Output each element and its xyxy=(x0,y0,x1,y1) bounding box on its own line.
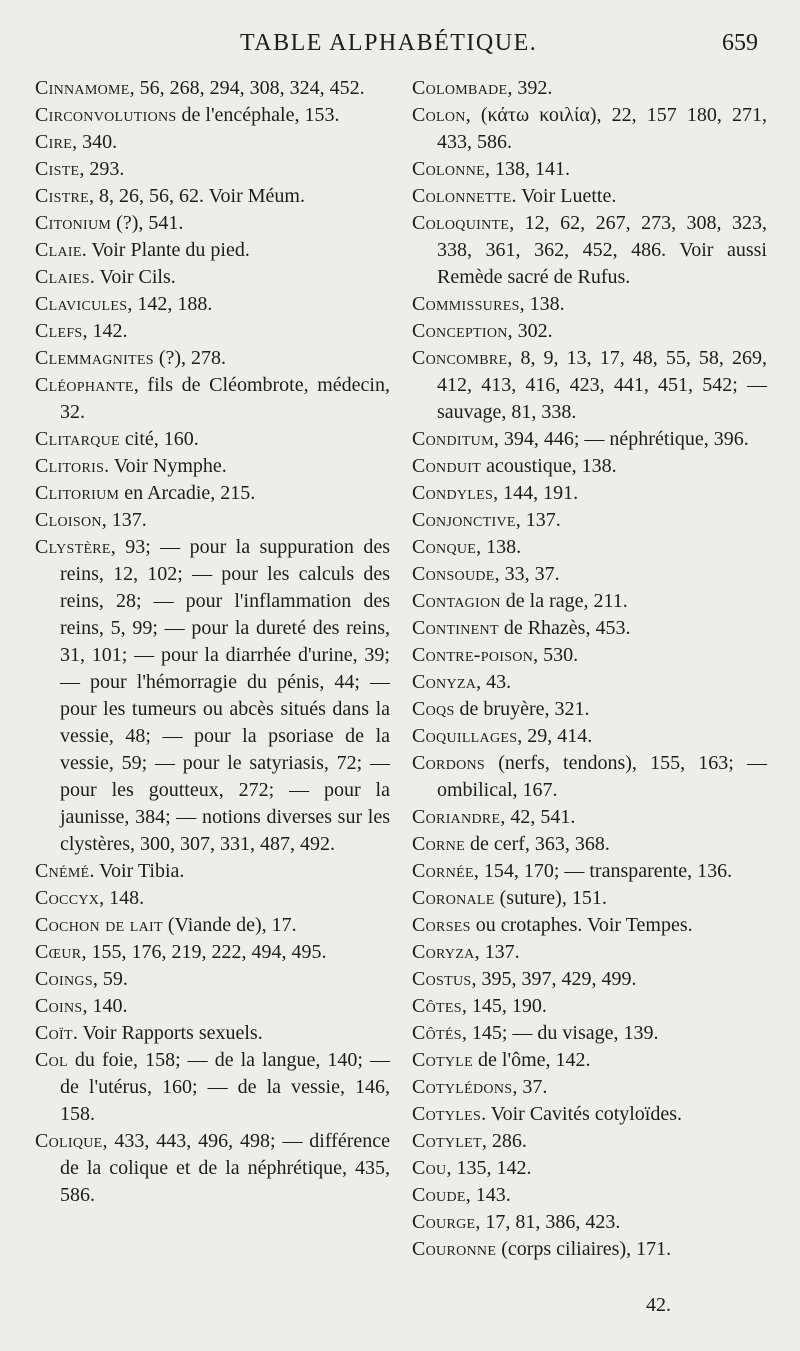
index-term: Conception xyxy=(412,320,508,342)
index-entry xyxy=(35,426,390,453)
index-references: , 59. xyxy=(92,968,128,990)
index-entry xyxy=(35,858,390,885)
index-entry xyxy=(35,480,390,507)
index-term: Couronne xyxy=(412,1238,497,1260)
index-references: . Voir Rapports sexuels. xyxy=(72,1022,263,1044)
index-term: Clitorium xyxy=(35,482,120,504)
index-references: ou crotaphes. Voir Tempes. xyxy=(470,914,693,936)
index-references: , 148. xyxy=(99,887,145,909)
index-term: Conyza xyxy=(412,671,477,693)
index-entry xyxy=(412,750,767,804)
index-entry xyxy=(412,993,767,1020)
index-term: Commissures xyxy=(412,293,520,315)
index-references: , 43. xyxy=(476,671,512,693)
index-term: Coins xyxy=(35,995,83,1017)
index-entry xyxy=(412,912,767,939)
index-references: , 33, 37. xyxy=(494,563,560,585)
running-title: TABLE ALPHABÉTIQUE. xyxy=(240,30,538,56)
index-term: Colombade xyxy=(412,77,508,99)
index-term: Cnémé xyxy=(35,860,90,882)
index-term: Côtes xyxy=(412,995,462,1017)
index-references: du foie, 158; — de la langue, 140; — de l'utérus, 160; — de la vessie, 146, 158. xyxy=(60,1049,390,1125)
index-term: Costus xyxy=(412,968,472,990)
index-references: cité, 160. xyxy=(119,428,199,450)
index-entry xyxy=(35,534,390,858)
index-term: Coquillages xyxy=(412,725,518,747)
index-term: Consoude xyxy=(412,563,495,585)
index-entry xyxy=(35,1020,390,1047)
index-term: Clitarque xyxy=(35,428,120,450)
page-number: 659 xyxy=(722,30,758,56)
index-references: . Voir Cils. xyxy=(89,266,176,288)
index-entry xyxy=(35,939,390,966)
index-references: , 433, 443, 496, 498; — différence de la colique et de la néphrétique, 435, 586. xyxy=(60,1130,390,1206)
index-entry xyxy=(412,669,767,696)
index-references: , 8, 26, 56, 62. Voir Méum. xyxy=(89,185,305,207)
index-references: , 138. xyxy=(476,536,522,558)
index-references: en Arcadie, 215. xyxy=(119,482,256,504)
index-term: Colique xyxy=(35,1130,103,1152)
index-references: , 138. xyxy=(519,293,565,315)
index-term: Claie xyxy=(35,239,82,261)
index-entry xyxy=(412,1020,767,1047)
index-entry xyxy=(412,696,767,723)
index-term: Clavicules xyxy=(35,293,128,315)
index-entry xyxy=(412,156,767,183)
index-entry xyxy=(35,993,390,1020)
index-term: Cotylédons xyxy=(412,1076,513,1098)
index-term: Clystère xyxy=(35,536,111,558)
index-entry xyxy=(412,507,767,534)
index-references: de l'ôme, 142. xyxy=(473,1049,591,1071)
left-column xyxy=(35,75,390,1209)
index-term: Cloison xyxy=(35,509,102,531)
index-references: de l'encéphale, 153. xyxy=(176,104,340,126)
index-references: acoustique, 138. xyxy=(481,455,617,477)
index-references: , 392. xyxy=(507,77,553,99)
index-references: , 42, 541. xyxy=(500,806,576,828)
index-references: , 293. xyxy=(79,158,125,180)
signature-mark: 42. xyxy=(646,1294,671,1316)
index-entry xyxy=(35,966,390,993)
index-references: , 12, 62, 267, 273, 308, 323, 338, 361, 362, 452, 486. Voir aussi Remède sacré de Rufus. xyxy=(437,212,767,288)
index-term: Coude xyxy=(412,1184,466,1206)
index-references: , fils de Cléombrote, médecin, 32. xyxy=(60,374,390,423)
index-references: , 17, 81, 386, 423. xyxy=(475,1211,621,1233)
index-references: , 143. xyxy=(465,1184,511,1206)
index-term: Ciste xyxy=(35,158,80,180)
index-term: Colonne xyxy=(412,158,485,180)
index-entry xyxy=(412,588,767,615)
index-entry xyxy=(35,102,390,129)
index-term: Coings xyxy=(35,968,93,990)
index-entry xyxy=(412,858,767,885)
index-references: , 154, 170; — transparente, 136. xyxy=(473,860,733,882)
index-entry xyxy=(35,912,390,939)
index-references: , 135, 142. xyxy=(446,1157,532,1179)
right-column xyxy=(412,75,767,1263)
index-references: . Voir Plante du pied. xyxy=(81,239,250,261)
index-entry xyxy=(412,1182,767,1209)
index-entry xyxy=(412,723,767,750)
index-references: , 137. xyxy=(515,509,561,531)
index-references: (suture), 151. xyxy=(494,887,607,909)
index-term: Cou xyxy=(412,1157,447,1179)
index-entry xyxy=(412,804,767,831)
index-references: de la rage, 211. xyxy=(500,590,628,612)
index-entry xyxy=(35,885,390,912)
index-entry xyxy=(412,939,767,966)
index-references: , 530. xyxy=(533,644,579,666)
index-references: , 145, 190. xyxy=(461,995,547,1017)
index-entry xyxy=(35,129,390,156)
index-references: . Voir Cavités cotyloïdes. xyxy=(481,1103,683,1125)
index-term: Cotyle xyxy=(412,1049,474,1071)
index-entry xyxy=(35,453,390,480)
index-term: Cornée xyxy=(412,860,474,882)
index-entry xyxy=(35,345,390,372)
index-entry xyxy=(35,75,390,102)
index-term: Coït xyxy=(35,1022,73,1044)
index-term: Coronale xyxy=(412,887,495,909)
index-entry xyxy=(35,372,390,426)
index-references: . Voir Nymphe. xyxy=(104,455,227,477)
index-references: , 302. xyxy=(507,320,553,342)
index-entry xyxy=(412,885,767,912)
index-entry xyxy=(412,291,767,318)
index-entry xyxy=(35,318,390,345)
index-entry xyxy=(412,966,767,993)
index-entry xyxy=(412,426,767,453)
index-references: , 142, 188. xyxy=(127,293,213,315)
index-term: Cotylet xyxy=(412,1130,482,1152)
index-references: , 140. xyxy=(82,995,128,1017)
index-entry xyxy=(412,453,767,480)
index-term: Corses xyxy=(412,914,471,936)
index-entry xyxy=(412,1209,767,1236)
index-term: Clemmagnites xyxy=(35,347,154,369)
index-term: Col xyxy=(35,1049,68,1071)
index-entry xyxy=(35,237,390,264)
index-term: Coryza xyxy=(412,941,475,963)
index-term: Conditum xyxy=(412,428,494,450)
index-entry xyxy=(412,1074,767,1101)
index-term: Conduit xyxy=(412,455,482,477)
index-references: , 8, 9, 13, 17, 48, 55, 58, 269, 412, 413, 416, 423, 441, 451, 542; — sauvage, 81, 338. xyxy=(437,347,767,423)
index-references: de Rhazès, 453. xyxy=(498,617,631,639)
index-term: Conque xyxy=(412,536,477,558)
index-term: Cotyles xyxy=(412,1103,482,1125)
index-term: Conjonctive xyxy=(412,509,516,531)
index-entry xyxy=(35,264,390,291)
index-term: Coriandre xyxy=(412,806,501,828)
index-term: Corne xyxy=(412,833,465,855)
index-term: Concombre xyxy=(412,347,508,369)
index-entry xyxy=(412,210,767,291)
index-entry xyxy=(412,642,767,669)
index-references: , 286. xyxy=(481,1130,527,1152)
index-references: . Voir Tibia. xyxy=(89,860,185,882)
index-references: (?), 541. xyxy=(111,212,184,234)
index-term: Condyles xyxy=(412,482,494,504)
index-references: . Voir Luette. xyxy=(511,185,617,207)
index-references: de cerf, 363, 368. xyxy=(464,833,610,855)
index-entry xyxy=(412,1155,767,1182)
index-entry xyxy=(412,561,767,588)
index-references: , 137. xyxy=(474,941,520,963)
index-entry xyxy=(412,318,767,345)
index-term: Cléophante xyxy=(35,374,134,396)
index-references: , 56, 268, 294, 308, 324, 452. xyxy=(129,77,365,99)
index-entry xyxy=(412,1047,767,1074)
index-references: , 395, 397, 429, 499. xyxy=(471,968,637,990)
index-references: de bruyère, 321. xyxy=(454,698,590,720)
index-references: , 394, 446; — néphrétique, 396. xyxy=(493,428,749,450)
index-term: Cordons xyxy=(412,752,486,774)
index-entry xyxy=(412,480,767,507)
index-term: Citonium xyxy=(35,212,112,234)
index-term: Cinnamome xyxy=(35,77,130,99)
index-term: Cœur xyxy=(35,941,82,963)
index-term: Circonvolutions xyxy=(35,104,177,126)
page-header xyxy=(0,30,800,70)
index-references: , (κάτω κοιλία), 22, 157 180, 271, 433, 586. xyxy=(437,104,767,153)
index-entry xyxy=(35,507,390,534)
index-references: , 93; — pour la suppuration des reins, 12, 102; — pour les calculs des reins, 28; — pour l'inflammation des reins, 5, 99; — pour la dureté des reins, 31, 101; — pour la diarrhée d'urine, 39; — pour l'hémorragie du pénis, 44; — pour les tumeurs ou abcès situés dans la vessie, 48; — pour la psoriase de la vessie, 59; — pour le satyriasis, 72; — pour les goutteux, 272; — pour la jaunisse, 384; — notions diverses sur les clystères, 300, 307, 331, 487, 492. xyxy=(60,536,390,855)
index-term: Coqs xyxy=(412,698,455,720)
index-references: , 144, 191. xyxy=(493,482,579,504)
index-term: Continent xyxy=(412,617,499,639)
index-references: , 155, 176, 219, 222, 494, 495. xyxy=(81,941,327,963)
index-entry xyxy=(35,1128,390,1209)
index-entry xyxy=(412,534,767,561)
index-term: Clefs xyxy=(35,320,83,342)
index-references: , 340. xyxy=(72,131,118,153)
index-references: , 145; — du visage, 139. xyxy=(461,1022,659,1044)
index-entry xyxy=(412,183,767,210)
index-references: (nerfs, tendons), 155, 163; — ombilical, 167. xyxy=(437,752,767,801)
index-term: Contagion xyxy=(412,590,501,612)
index-entry xyxy=(412,345,767,426)
index-term: Clitoris xyxy=(35,455,105,477)
index-references: , 37. xyxy=(512,1076,548,1098)
index-entry xyxy=(35,156,390,183)
index-references: , 29, 414. xyxy=(517,725,593,747)
index-term: Courge xyxy=(412,1211,476,1233)
index-entry xyxy=(412,1236,767,1263)
index-references: , 138, 141. xyxy=(485,158,570,180)
index-term: Coccyx xyxy=(35,887,100,909)
index-term: Contre-poison xyxy=(412,644,534,666)
index-term: Colon xyxy=(412,104,466,126)
index-entry xyxy=(412,831,767,858)
index-term: Coloquinte xyxy=(412,212,510,234)
index-entry xyxy=(412,1128,767,1155)
index-term: Côtés xyxy=(412,1022,462,1044)
index-term: Claies xyxy=(35,266,90,288)
index-term: Colonnette xyxy=(412,185,512,207)
index-references: (Viande de), 17. xyxy=(162,914,297,936)
index-references: (corps ciliaires), 171. xyxy=(496,1238,672,1260)
index-entry xyxy=(412,102,767,156)
index-entry xyxy=(35,1047,390,1128)
index-term: Cistre xyxy=(35,185,90,207)
index-entry xyxy=(35,210,390,237)
index-term: Cire xyxy=(35,131,73,153)
index-entry xyxy=(412,615,767,642)
index-term: Cochon de lait xyxy=(35,914,163,936)
index-entry xyxy=(35,291,390,318)
index-references: , 137. xyxy=(101,509,147,531)
index-references: , 142. xyxy=(82,320,128,342)
index-entry xyxy=(412,1101,767,1128)
index-references: (?), 278. xyxy=(153,347,227,369)
index-entry xyxy=(35,183,390,210)
index-entry xyxy=(412,75,767,102)
